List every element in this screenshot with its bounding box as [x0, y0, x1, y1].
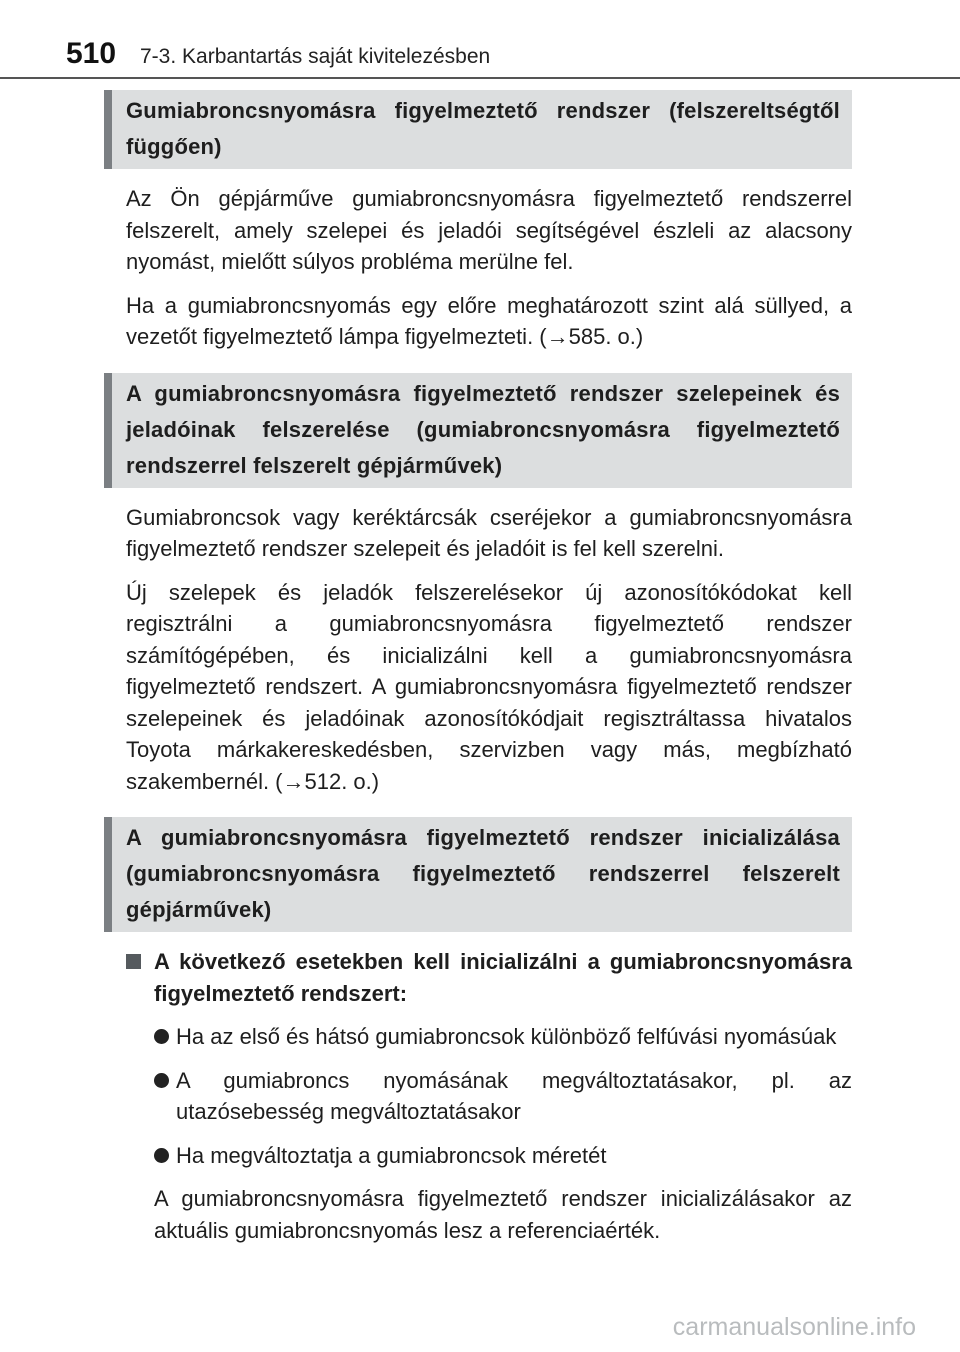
round-bullet-icon — [154, 1073, 169, 1088]
page-content — [104, 90, 852, 1246]
subheading-text: A következő esetekben kell inicializálni a gumiabroncsnyomásra figyelmeztető rendszert: — [154, 949, 852, 1006]
paragraph: Az Ön gépjárműve gumiabroncsnyomásra figyelmeztető rendszerrel felszerelt, amely szelepei és jeladói segítségével észleli az alacsony nyomást, mielőtt súlyos probléma merülne fel. — [126, 186, 852, 274]
paragraph: Gumiabroncsok vagy keréktárcsák cseréjekor a gumiabroncsnyomásra figyelmeztető rendszer szelepeit és jeladóit is fel kell szerelni. — [126, 504, 852, 561]
list-item-text: Ha megváltoztatja a gumiabroncsok méretét — [176, 1142, 607, 1168]
list-item — [154, 1065, 852, 1128]
section-heading-installation: A gumiabroncsnyomásra figyelmeztető rendszer szelepeinek és jeladóinak felszerelése (gumiabroncsnyomásra figyelmeztető rendszerrel felszerelt gépjárművek) — [104, 373, 852, 488]
round-bullet-icon — [154, 1029, 169, 1044]
paragraph: Ha a gumiabroncsnyomás egy előre meghatározott szint alá süllyed, a vezetőt figyelmeztető lámpa figyelmezteti. (→585. o.) — [126, 292, 852, 349]
round-bullet-icon — [154, 1148, 169, 1163]
section-heading-initialization: A gumiabroncsnyomásra figyelmeztető rendszer inicializálása (gumiabroncsnyomásra figyelmeztető rendszerrel felszerelt gépjárművek) — [104, 817, 852, 932]
list-item-text: Ha az első és hátsó gumiabroncsok különböző felfúvási nyomásúak — [176, 1024, 837, 1049]
list-item-text: A gumiabroncs nyomásának megváltoztatásakor, pl. az utazósebesség megváltoztatásakor — [176, 1067, 852, 1124]
list-item — [154, 1140, 852, 1172]
subheading — [126, 946, 852, 1009]
chapter-title: 7-3. Karbantartás saját kivitelezésben — [140, 45, 491, 68]
page-number: 510 — [66, 37, 117, 70]
paragraph: A gumiabroncsnyomásra figyelmeztető rendszer inicializálásakor az aktuális gumiabroncsnyomás lesz a referenciaérték. — [154, 1186, 852, 1243]
square-bullet-icon — [126, 954, 141, 969]
section-heading-tpms: Gumiabroncsnyomásra figyelmeztető rendszer (felszereltségtől függően) — [104, 90, 852, 169]
page-header — [0, 0, 960, 80]
header-divider — [0, 77, 960, 79]
paragraph: Új szelepek és jeladók felszerelésekor új azonosítókódokat kell regisztrálni a gumiabroncsnyomásra figyelmeztető rendszer számítógépében, és inicializálni kell a gumiabroncsnyomásra figyelmeztető rendszert. A gumiabroncsnyomásra figyelmeztető rendszer szelepeinek és jeladóinak azonosítókódjait regisztráltassa hivatalos Toyota márkakereskedésben, szervizben vagy más, megbízható szakembernél. (→512. o.) — [126, 579, 852, 794]
watermark: carmanualsonline.info — [672, 1313, 916, 1341]
list-item — [154, 1021, 852, 1053]
